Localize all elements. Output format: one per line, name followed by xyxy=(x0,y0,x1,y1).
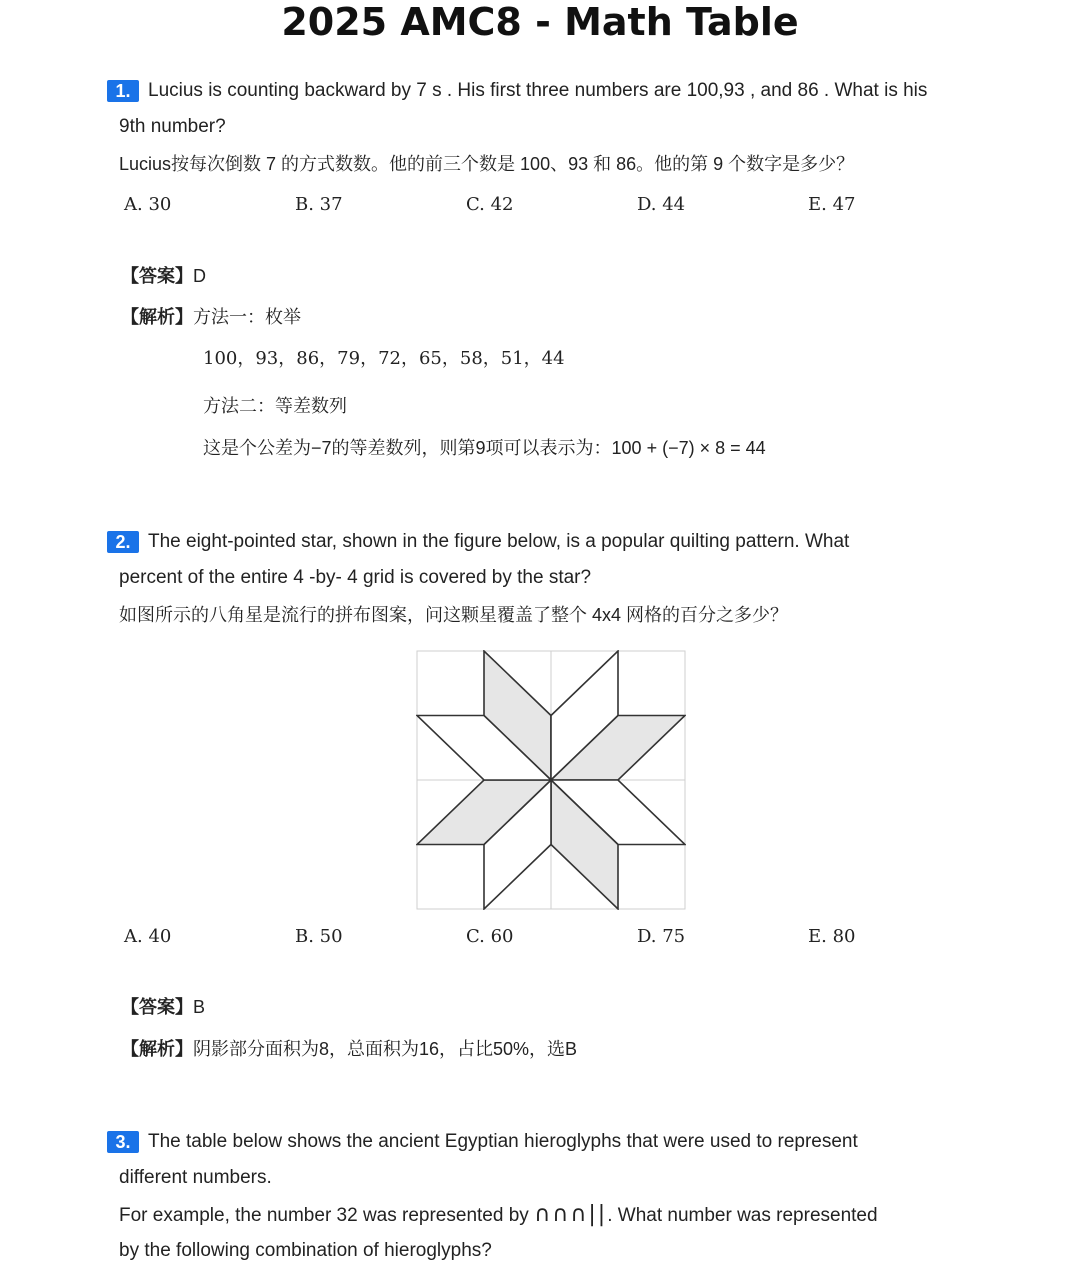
analysis-text: 阴影部分面积为8，总面积为16，占比50%，选B xyxy=(193,1039,578,1059)
answer-row xyxy=(121,264,206,288)
question-number-badge: 3. xyxy=(107,1131,139,1153)
question-text: by the following combination of hieroglyphs? xyxy=(119,1240,492,1261)
option-d: D. 75 xyxy=(637,926,686,947)
question-text: The table below shows the ancient Egyptian hieroglyphs that were used to represent xyxy=(148,1131,858,1152)
question-text: different numbers. xyxy=(119,1167,272,1188)
option-a: A. 30 xyxy=(124,194,172,215)
analysis-method2: 方法二：等差数列 xyxy=(203,396,347,416)
question-text-part: . What number was represented xyxy=(607,1205,878,1226)
question-text: The eight-pointed star, shown in the figure below, is a popular quilting pattern. What xyxy=(148,531,850,552)
option-e: E. 80 xyxy=(808,926,856,947)
question-text: 9th number? xyxy=(119,116,226,137)
option-c: C. 60 xyxy=(466,926,514,947)
question-text: Lucius is counting backward by 7 s . His first three numbers are 100,93 , and 86 . What is his xyxy=(148,80,928,101)
option-c: C. 42 xyxy=(466,194,514,215)
hieroglyph-example: ∩∩∩|| xyxy=(534,1202,608,1227)
option-b: B. 37 xyxy=(295,194,343,215)
analysis-label: 【解析】 xyxy=(121,307,193,327)
question-text: percent of the entire 4 -by- 4 grid is covered by the star? xyxy=(119,567,592,588)
answer-label: 【答案】 xyxy=(121,997,193,1017)
question-text-chinese: Lucius按每次倒数 7 的方式数数。他的前三个数是 100、93 和 86。他的第 9 个数字是多少？ xyxy=(119,154,855,174)
option-b: B. 50 xyxy=(295,926,343,947)
analysis-method1: 方法一：枚举 xyxy=(193,307,301,327)
analysis-row xyxy=(121,1037,577,1061)
question-text-chinese: 如图所示的八角星是流行的拼布图案，问这颗星覆盖了整个 4x4 网格的百分之多少？ xyxy=(119,605,789,625)
analysis-sequence: 100，93，86，79，72，65，58，51，44 xyxy=(203,348,565,369)
analysis-row xyxy=(121,305,301,329)
option-a: A. 40 xyxy=(124,926,172,947)
option-e: E. 47 xyxy=(808,194,856,215)
question-number-badge: 2. xyxy=(107,531,139,553)
option-d: D. 44 xyxy=(637,194,686,215)
page-title: 2025 AMC8 - Math Table xyxy=(281,0,799,44)
question-number-badge: 1. xyxy=(107,80,139,102)
analysis-formula: 这是个公差为−7的等差数列，则第9项可以表示为：100 + (−7) × 8 = 44 xyxy=(203,438,766,458)
analysis-label: 【解析】 xyxy=(121,1039,193,1059)
answer-value: D xyxy=(193,266,206,286)
answer-value: B xyxy=(193,997,206,1017)
question-text-part: For example, the number 32 was represented by xyxy=(119,1205,529,1226)
answer-row xyxy=(121,995,205,1019)
question-text xyxy=(119,1202,878,1229)
answer-label: 【答案】 xyxy=(121,266,193,286)
star-figure xyxy=(416,650,686,910)
